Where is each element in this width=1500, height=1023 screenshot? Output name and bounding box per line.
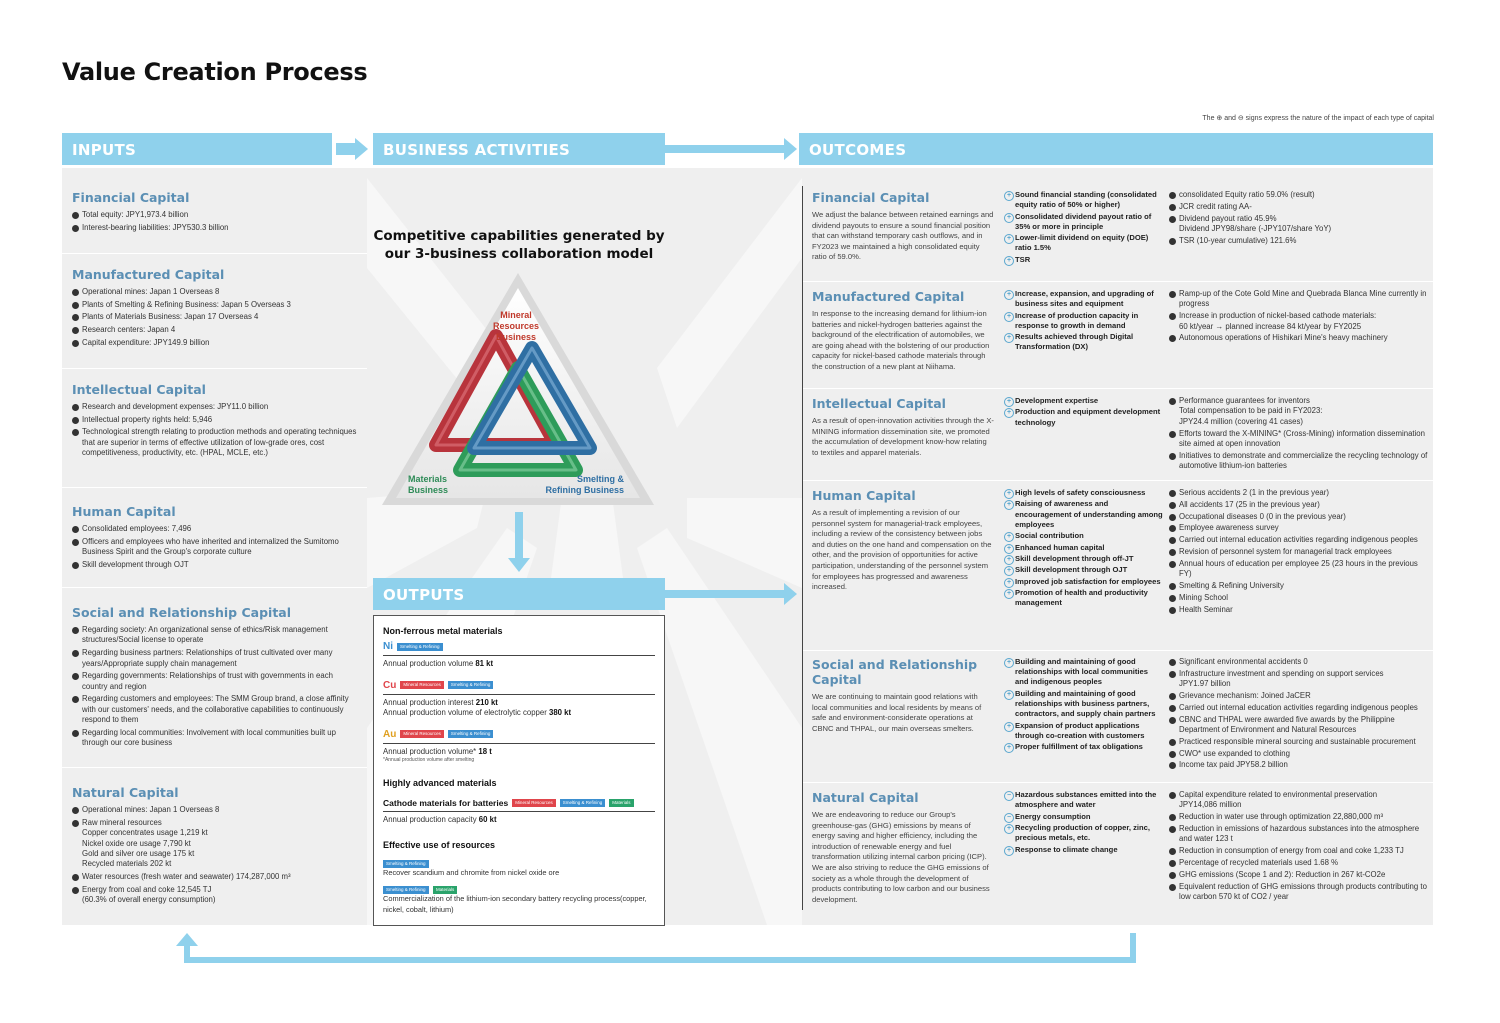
list-item: Equivalent reduction of GHG emissions through products contributing to low carbon 570 kt of CO2 / year <box>1169 882 1432 903</box>
bullet-list <box>72 287 357 348</box>
section-title: Intellectual Capital <box>72 382 206 397</box>
list-item: Significant environmental accidents 0 <box>1169 657 1432 667</box>
bullet-list <box>72 524 357 570</box>
input-intellectual <box>62 382 367 461</box>
mineral-label-1: Mineral <box>500 310 532 320</box>
tag-materials: Materials <box>433 886 457 894</box>
tag-mineral: Mineral Resources <box>512 799 556 807</box>
outcome-description: As a result of implementing a revision of our personnel system for managerial-track employees, including a review of the consistency between jobs and duties on the one hand and compensation on the other, and the provision of opportunities for active participation, understanding of the personnel system for employees has progressed and awareness increased. <box>812 508 992 592</box>
list-item: Health Seminar <box>1169 605 1432 615</box>
tag-mineral: Mineral Resources <box>400 730 444 738</box>
impact-item: + TSR <box>1004 255 1163 265</box>
mineral-label-3: Business <box>495 332 537 342</box>
feedback-arrow-left <box>184 945 190 963</box>
list-item: Skill development through OJT <box>72 560 357 570</box>
section-title: Natural Capital <box>72 785 179 800</box>
ni-symbol: Ni <box>383 641 393 652</box>
inputs-header: INPUTS <box>62 133 332 165</box>
effective-heading: Effective use of resources <box>383 839 496 850</box>
list-item: Consolidated employees: 7,496 <box>72 524 357 534</box>
cathode-heading: Cathode materials for batteries <box>383 798 509 808</box>
list-item: Grievance mechanism: Joined JaCER <box>1169 691 1432 701</box>
scandium-text: Recover scandium and chromite from nickel oxide ore <box>383 867 560 877</box>
list-item: Capital expenditure related to environmental preservation JPY14,086 million <box>1169 790 1432 811</box>
list-item: Reduction in consumption of energy from coal and coke 1,233 TJ <box>1169 846 1432 856</box>
list-item: Annual hours of education per employee 25 (23 hours in the previous FY) <box>1169 559 1432 580</box>
list-item: Practiced responsible mineral sourcing and sustainable procurement <box>1169 737 1432 747</box>
impact-item: + Skill development through off-JT <box>1004 554 1163 564</box>
separator <box>802 480 1433 481</box>
impact-item: + Promotion of health and productivity management <box>1004 588 1163 608</box>
list-item: Raw mineral resources Copper concentrates usage 1,219 kt Nickel oxide ore usage 7,790 kt Gold and silver ore usage 175 kt Recycled materials 202 kt <box>72 818 357 870</box>
tag-smelting: Smelting & Refining <box>383 860 429 868</box>
impact-item: + Increase, expansion, and upgrading of business sites and equipment <box>1004 289 1163 309</box>
result-list <box>1169 190 1432 246</box>
separator <box>802 281 1433 282</box>
list-item: Research and development expenses: JPY11.0 billion <box>72 402 357 412</box>
list-item: Operational mines: Japan 1 Overseas 8 <box>72 287 357 297</box>
down-arrow <box>515 512 523 560</box>
list-item: Officers and employees who have inherited and internalized the Sumitomo Business Spirit and the Group's corporate culture <box>72 537 357 558</box>
cathode-row <box>383 796 655 812</box>
separator <box>62 767 367 768</box>
list-item: Performance guarantees for inventors Total compensation to be paid in FY2023: JPY24.4 million (covering 41 cases) <box>1169 396 1432 427</box>
impact-item: + Development expertise <box>1004 396 1163 406</box>
cu-symbol: Cu <box>383 679 397 691</box>
tag-smelting: Smelting & Refining <box>448 730 494 738</box>
list-item: Regarding business partners: Relationships of trust cultivated over many years/Appropriate supply chain management <box>72 648 357 669</box>
au-note: *Annual production volume after smelting <box>383 757 475 763</box>
tag-smelting: Smelting & Refining <box>397 643 443 651</box>
impact-item: + High levels of safety consciousness <box>1004 488 1163 498</box>
list-item: Occupational diseases 0 (0 in the previous year) <box>1169 512 1432 522</box>
list-item: Ramp-up of the Cote Gold Mine and Quebrada Blanca Mine currently in progress <box>1169 289 1432 310</box>
impact-item: + Recycling production of copper, zinc, precious metals, etc. <box>1004 823 1163 843</box>
headline-line-1: Competitive capabilities generated by <box>373 228 665 244</box>
section-title: Human Capital <box>812 488 916 503</box>
impact-item: + Enhanced human capital <box>1004 543 1163 553</box>
input-natural <box>62 785 367 908</box>
scandium-tags <box>383 858 655 868</box>
list-item: Dividend payout ratio 45.9% Dividend JPY98/share (-JPY107/share YoY) <box>1169 214 1432 235</box>
list-item: CBNC and THPAL were awarded five awards by the Philippine Department of Environment and Natural Resources <box>1169 715 1432 736</box>
activities-arrow-head <box>784 138 797 160</box>
list-item: Regarding local communities: Involvement with local communities built up through our core business <box>72 728 357 749</box>
materials-label-2: Business <box>408 485 449 495</box>
impact-item: + Raising of awareness and encouragement of understanding among employees <box>1004 499 1163 530</box>
impact-list <box>1004 790 1163 855</box>
headline-line-2: our 3-business collaboration model <box>384 246 654 262</box>
section-title: Manufactured Capital <box>72 267 225 282</box>
cu-volume: Annual production volume of electrolytic copper 380 kt <box>383 708 572 717</box>
list-item: Research centers: Japan 4 <box>72 325 357 335</box>
recycling-tags <box>383 884 655 894</box>
list-item: Carried out internal education activities regarding indigenous peoples <box>1169 703 1432 713</box>
materials-label-1: Materials <box>408 474 448 484</box>
list-item: Initiatives to demonstrate and commercialize the recycling technology of automotive lithium-ion batteries <box>1169 451 1432 472</box>
outcome-financial <box>802 190 1432 266</box>
outcome-description: As a result of open-innovation activities through the X-MINING information dissemination site, we promoted the accumulation of development know-how relating to textiles and apparel materials. <box>812 416 994 457</box>
input-social <box>62 605 367 751</box>
list-item: Plants of Materials Business: Japan 17 Overseas 4 <box>72 312 357 322</box>
separator <box>62 587 367 588</box>
impact-note: The ⊕ and ⊖ signs express the nature of the impact of each type of capital <box>1202 115 1434 122</box>
cathode-capacity: Annual production capacity 60 kt <box>383 815 497 824</box>
list-item: Efforts toward the X-MINING* (Cross-Mining) information dissemination site aimed at open innovation <box>1169 429 1432 450</box>
down-arrow-head <box>508 558 530 572</box>
outcome-description: We are endeavoring to reduce our Group's greenhouse-gas (GHG) emissions by means of energy saving and higher efficiency, including the introduction of renewable energy and fuel transformation utilizing internal carbon pricing (ICP). We are also striving to reduce the GHG emissions of society as a whole through the development of products contributing to low carbon and our business development. <box>812 810 990 904</box>
list-item: CWO* use expanded to clothing <box>1169 749 1432 759</box>
impact-item: + Response to climate change <box>1004 845 1163 855</box>
list-item: Infrastructure investment and spending on support services JPY1.97 billion <box>1169 669 1432 690</box>
au-symbol: Au <box>383 728 397 740</box>
list-item: Employee awareness survey <box>1169 523 1432 533</box>
outcome-human <box>802 488 1432 616</box>
result-list <box>1169 289 1432 344</box>
impact-list <box>1004 657 1163 752</box>
impact-item: − Energy consumption <box>1004 812 1163 822</box>
section-title: Human Capital <box>72 504 176 519</box>
impact-item: + Consolidated dividend payout ratio of 35% or more in principle <box>1004 212 1163 232</box>
collaboration-triangle <box>378 270 658 510</box>
bullet-list <box>72 402 357 459</box>
list-item: TSR (10-year cumulative) 121.6% <box>1169 236 1432 246</box>
impact-item: + Lower-limit dividend on equity (DOE) ratio 1.5% <box>1004 233 1163 253</box>
outcomes-header: OUTCOMES <box>799 133 1433 165</box>
list-item: Intellectual property rights held: 5,946 <box>72 415 357 425</box>
list-item: Smelting & Refining University <box>1169 581 1432 591</box>
advanced-heading: Highly advanced materials <box>383 778 497 788</box>
impact-list <box>1004 289 1163 353</box>
smelting-label-1: Smelting & <box>576 474 624 484</box>
au-volume: Annual production volume* 18 t <box>383 746 492 756</box>
list-item: Revision of personnel system for managerial track employees <box>1169 547 1432 557</box>
tag-materials: Materials <box>609 799 633 807</box>
list-item: Increase in production of nickel-based cathode materials: 60 kt/year → planned increase 84 kt/year by FY2025 <box>1169 311 1432 332</box>
section-title: Social and Relationship Capital <box>812 657 978 687</box>
activities-header: BUSINESS ACTIVITIES <box>373 133 665 165</box>
activities-headline <box>373 227 665 263</box>
list-item: Plants of Smelting & Refining Business: Japan 5 Overseas 3 <box>72 300 357 310</box>
impact-list <box>1004 396 1163 428</box>
list-item: Autonomous operations of Hishikari Mine's heavy machinery <box>1169 333 1432 343</box>
list-item: Regarding governments: Relationships of trust with governments in each country and region <box>72 671 357 692</box>
outputs-arrow-head <box>784 583 797 605</box>
impact-list <box>1004 190 1163 265</box>
cu-row <box>383 678 655 695</box>
section-title: Financial Capital <box>72 190 190 205</box>
impact-item: + Building and maintaining of good relationships with business partners, contractors, and supply chain partners <box>1004 689 1163 720</box>
recycling-text: Commercialization of the lithium-ion secondary battery recycling process(copper, nickel, cobalt, lithium) <box>383 894 647 914</box>
impact-item: + Production and equipment development technology <box>1004 407 1163 427</box>
outcome-description: We are continuing to maintain good relations with local communities and local residents by means of safe and environment-considerate operations at CBNC and THPAL, our main overseas smelters. <box>812 692 982 733</box>
list-item: Technological strength relating to production methods and operating techniques that are superior in terms of effective utilization of low-grade ores, cost competitiveness, productivity, etc. (HPAL, MCLE, etc.) <box>72 427 357 458</box>
feedback-arrow-bottom <box>184 957 1136 963</box>
input-human <box>62 504 367 573</box>
list-item: Mining School <box>1169 593 1432 603</box>
outcome-natural <box>802 790 1432 905</box>
smelting-label-2: Refining Business <box>545 485 624 495</box>
input-manufactured <box>62 267 367 351</box>
outputs-box <box>373 615 665 926</box>
list-item: Income tax paid JPY58.2 billion <box>1169 760 1432 770</box>
outcome-manufactured <box>802 289 1432 373</box>
tag-mineral: Mineral Resources <box>400 681 444 689</box>
outcome-description: In response to the increasing demand for lithium-ion batteries and nickel-hydrogen batteries against the background of the electrification of automobiles, we are going ahead with the bolstering of our production capacity for nickel-based cathode materials through the construction of a new plant at Niihama. <box>812 309 990 371</box>
separator <box>802 782 1433 783</box>
list-item: Reduction in water use through optimization 22,880,000 m³ <box>1169 812 1432 822</box>
result-list <box>1169 657 1432 771</box>
list-item: JCR credit rating AA- <box>1169 202 1432 212</box>
result-list <box>1169 488 1432 615</box>
separator <box>802 650 1433 651</box>
mineral-label-2: Resources <box>492 321 540 331</box>
inputs-arrow-head <box>355 138 368 160</box>
ni-volume: Annual production volume 81 kt <box>383 659 494 668</box>
list-item: Regarding society: An organizational sense of ethics/Risk management structures/Social license to operate <box>72 625 357 646</box>
impact-item: + Improved job satisfaction for employees <box>1004 577 1163 587</box>
activities-arrow <box>665 145 787 153</box>
section-title: Financial Capital <box>812 190 930 205</box>
list-item: Regarding customers and employees: The SMM Group brand, a close affinity with our customers' needs, and the collaborative capabilities to continuously respond to them <box>72 694 357 725</box>
tag-smelting: Smelting & Refining <box>448 681 494 689</box>
outcome-intellectual <box>802 396 1432 473</box>
outcome-social <box>802 657 1432 772</box>
impact-item: + Sound financial standing (consolidated equity ratio of 50% or higher) <box>1004 190 1163 210</box>
page-title: Value Creation Process <box>62 58 368 86</box>
nonferrous-heading: Non-ferrous metal materials <box>383 626 503 636</box>
list-item: consolidated Equity ratio 59.0% (result) <box>1169 190 1432 200</box>
separator <box>802 388 1433 389</box>
impact-item: + Expansion of product applications through co-creation with customers <box>1004 721 1163 741</box>
bullet-list <box>72 805 357 906</box>
impact-item: + Increase of production capacity in response to growth in demand <box>1004 311 1163 331</box>
list-item: Capital expenditure: JPY149.9 billion <box>72 338 357 348</box>
ni-row <box>383 639 655 656</box>
list-item: Interest-bearing liabilities: JPY530.3 billion <box>72 223 357 233</box>
separator <box>62 253 367 254</box>
separator <box>62 487 367 488</box>
list-item: Water resources (fresh water and seawater) 174,287,000 m³ <box>72 872 357 882</box>
section-title: Social and Relationship Capital <box>72 605 292 620</box>
list-item: Reduction in emissions of hazardous substances into the atmosphere and water 123 t <box>1169 824 1432 845</box>
bullet-list <box>72 210 357 233</box>
list-item: Percentage of recycled materials used 1.68 % <box>1169 858 1432 868</box>
list-item: GHG emissions (Scope 1 and 2): Reduction in 267 kt-CO2e <box>1169 870 1432 880</box>
section-title: Intellectual Capital <box>812 396 946 411</box>
list-item: Serious accidents 2 (1 in the previous year) <box>1169 488 1432 498</box>
result-list <box>1169 790 1432 902</box>
bullet-list <box>72 625 357 749</box>
impact-item: + Social contribution <box>1004 531 1163 541</box>
impact-item: − Hazardous substances emitted into the atmosphere and water <box>1004 790 1163 810</box>
cu-interest: Annual production interest 210 kt <box>383 697 498 707</box>
impact-item: + Skill development through OJT <box>1004 565 1163 575</box>
section-title: Natural Capital <box>812 790 919 805</box>
input-financial <box>62 190 367 235</box>
impact-list <box>1004 488 1163 609</box>
tag-smelting: Smelting & Refining <box>383 886 429 894</box>
impact-item: + Results achieved through Digital Transformation (DX) <box>1004 332 1163 352</box>
list-item: Operational mines: Japan 1 Overseas 8 <box>72 805 357 815</box>
result-list <box>1169 396 1432 472</box>
au-row <box>383 727 655 744</box>
section-title: Manufactured Capital <box>812 289 965 304</box>
separator <box>62 368 367 369</box>
inputs-arrow <box>336 143 356 155</box>
impact-item: + Proper fulfillment of tax obligations <box>1004 742 1163 752</box>
list-item: Energy from coal and coke 12,545 TJ (60.3% of overall energy consumption) <box>72 885 357 906</box>
tag-smelting: Smelting & Refining <box>560 799 606 807</box>
list-item: All accidents 17 (25 in the previous year) <box>1169 500 1432 510</box>
outcome-description: We adjust the balance between retained earnings and dividend payouts to ensure a sound financial position that can withstand temporary cash outflows, and in FY2023 we maintained a high consolidated equity ratio of 59.0%. <box>812 210 994 262</box>
list-item: Total equity: JPY1,973.4 billion <box>72 210 357 220</box>
outputs-arrow <box>665 590 787 598</box>
outputs-header: OUTPUTS <box>373 578 665 610</box>
list-item: Carried out internal education activities regarding indigenous peoples <box>1169 535 1432 545</box>
feedback-arrow-head <box>176 933 198 946</box>
impact-item: + Building and maintaining of good relationships with local communities and indigenous peoples <box>1004 657 1163 688</box>
